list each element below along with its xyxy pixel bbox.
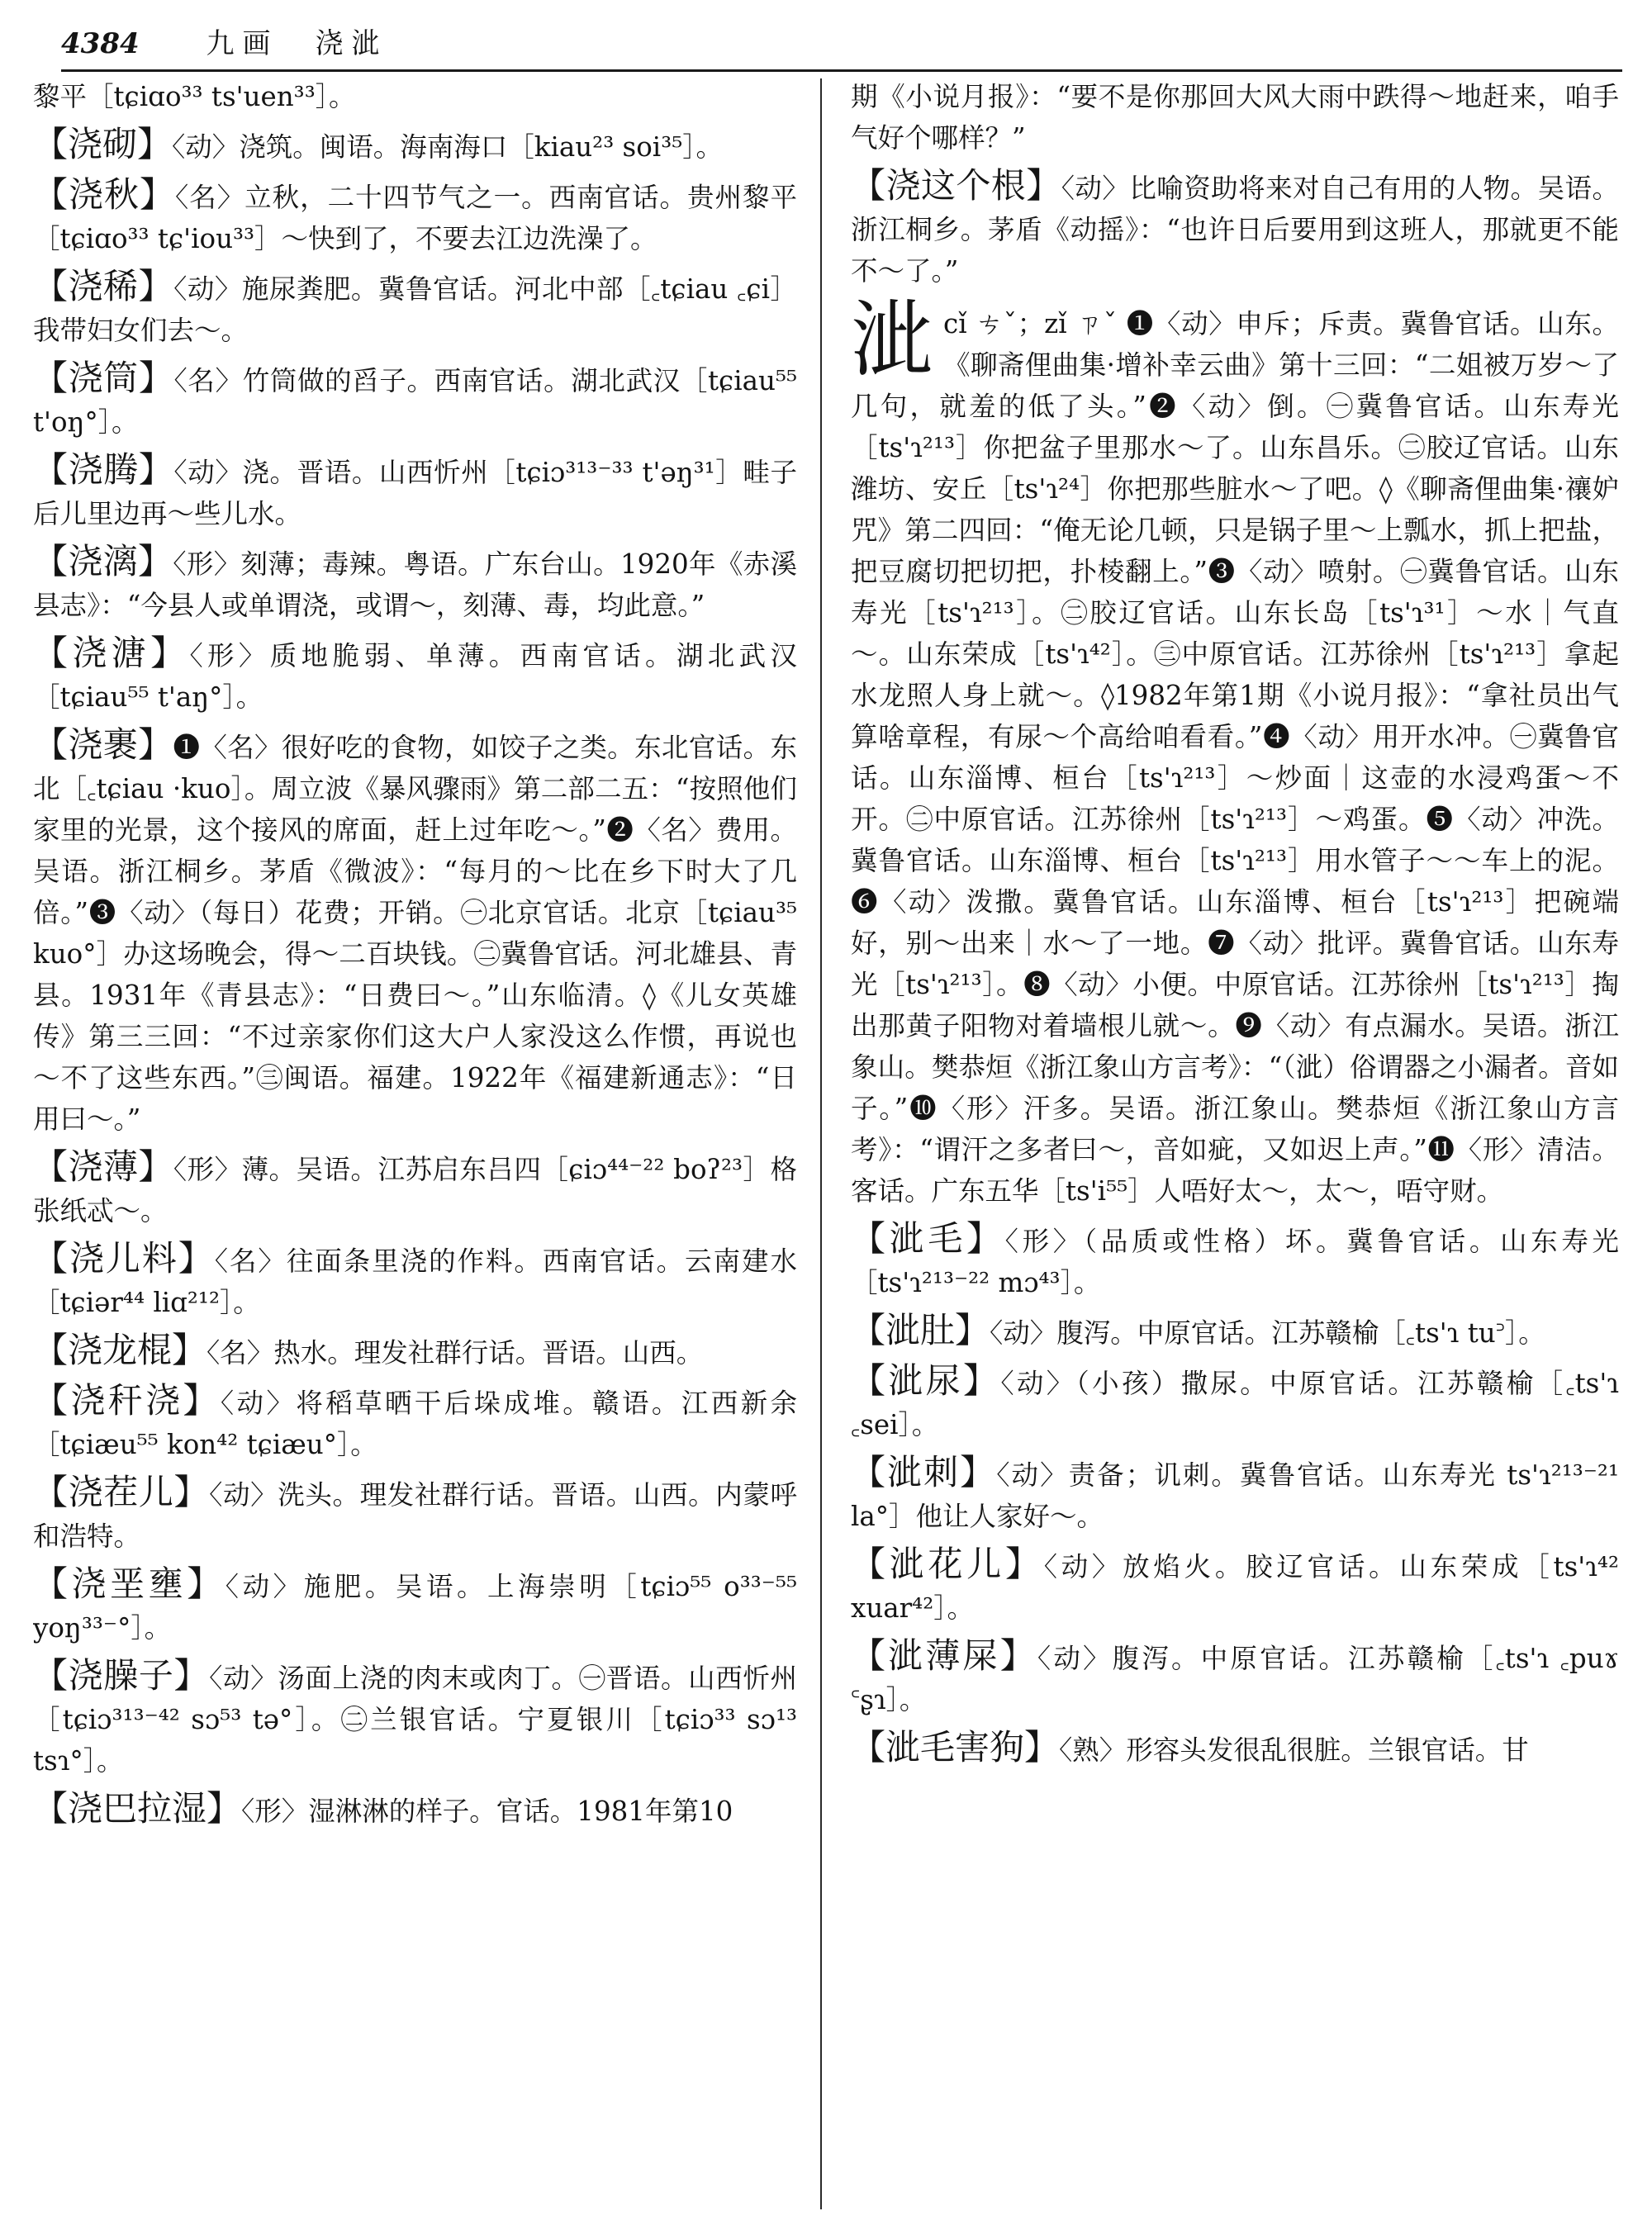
dictionary-entry (33, 1655, 797, 1782)
entry-definition: 〈动〉浇筑。闽语。海南海口［kiau²³ soi³⁵］。 (172, 131, 723, 163)
dictionary-entry (33, 541, 797, 626)
entry-definition: 〈形〉质地脆弱、单薄。西南官话。湖北武汉［tɕiau⁵⁵ t'aŋ°］。 (33, 640, 797, 713)
entry-definition: 〈动〉腹泻。中原官话。江苏赣榆［꜀ts'ɿ tu꜄］。 (990, 1317, 1545, 1349)
page-number: 4384 (61, 27, 140, 60)
entry-definition: 〈动〉浇。晋语。山西忻州［tɕiɔ³¹³⁻³³ t'əŋ³¹］畦子后儿里边再～些儿水。 (33, 457, 797, 529)
entry-definition: 〈动〉施尿粪肥。冀鲁官话。河北中部［꜀tɕiau ꜀ɕi］我带妇女们去～。 (33, 273, 797, 346)
entry-headword: 【泚毛害狗】 (851, 1727, 1060, 1767)
dictionary-entry (33, 1238, 797, 1323)
entry-headword: 【浇裹】 (33, 724, 173, 765)
entry-definition: 〈动〉将稻草晒干后垛成堆。赣语。江西新余［tɕiæu⁵⁵ kon⁴² tɕiæu°］。 (33, 1388, 797, 1460)
entry-headword: 【浇龙棍】 (33, 1330, 207, 1370)
entry-definition: 〈动〉施肥。吴语。上海崇明［tɕiɔ⁵⁵ o³³⁻⁵⁵ yoŋ³³⁻°］。 (33, 1571, 797, 1644)
entry-headword: 【浇巴拉湿】 (33, 1788, 242, 1829)
right-column (851, 76, 1619, 2215)
entry-definition: cǐ ㄘˇ；zǐ ㄗˇ ❶〈动〉申斥；斥责。冀鲁官话。山东。《聊斋俚曲集·增补幸云曲》第十三回：“二姐被万岁～了几句，就羞的低了头。”❷〈动〉倒。㊀冀鲁官话。山东寿光［ts'ɿ²¹³］你把盆子里那水～了。山东昌乐。㊁胶辽官话。山东潍坊、安丘［ts'ɿ²⁴］你把那些脏水～了吧。◊《聊斋俚曲集·禳妒咒》第二四回：“俺无论几顿，只是锅子里～上瓢水，抓上把盐，把豆腐切把切把，扑棱翻上。”❸〈动〉喷射。㊀冀鲁官话。山东寿光［ts'ɿ²¹³］。㊁胶辽官话。山东长岛［ts'ɿ³¹］～水｜气直～。山东荣成［ts'ɿ⁴²］。㊂中原官话。江苏徐州［ts'ɿ²¹³］拿起水龙照人身上就～。◊1982年第1期《小说月报》：“拿社员出气算啥章程，有尿～个高给咱看看。”❹〈动〉用开水冲。㊀冀鲁官话。山东淄博、桓台［ts'ɿ²¹³］～炒面｜这壶的水浸鸡蛋～不开。㊁中原官话。江苏徐州［ts'ɿ²¹³］～鸡蛋。❺〈动〉冲洗。冀鲁官话。山东淄博、桓台［ts'ɿ²¹³］用水管子～～车上的泥。❻〈动〉泼撒。冀鲁官话。山东淄博、桓台［ts'ɿ²¹³］把碗端好，别～出来｜水～了一地。❼〈动〉批评。冀鲁官话。山东寿光［ts'ɿ²¹³］。❽〈动〉小便。中原官话。江苏徐州［ts'ɿ²¹³］掏出那黄子阳物对着墙根儿就～。❾〈动〉有点漏水。吴语。浙江象山。樊恭烜《浙江象山方言考》：“（泚）俗谓器之小漏者。音如子。”❿〈形〉汗多。吴语。浙江象山。樊恭烜《浙江象山方言考》：“谓汗之多者曰～，音如疵，又如迟上声。”⓫〈形〉清洁。客话。广东五华［ts'i⁵⁵］人唔好太～，太～，唔守财。 (851, 308, 1619, 1207)
entry-headword: 【浇茬儿】 (33, 1472, 210, 1512)
entry-headword: 【浇稀】 (33, 266, 174, 306)
dictionary-entry (851, 1218, 1619, 1303)
entry-headword: 【浇薄】 (33, 1146, 173, 1187)
entry-definition: ❶〈名〉很好吃的食物，如饺子之类。东北官话。东北［꜀tɕiau ·kuo］。周立波《暴风骤雨》第二部二五：“按照他们家里的光景，这个接风的席面，赶上过年吃～。”❷〈名〉费用。吴语。浙江桐乡。茅盾《微波》：“每月的～比在乡下时大了几倍。”❸〈动〉（每日）花费；开销。㊀北京官话。北京［tɕiau³⁵ kuo°］办这场晚会，得～二百块钱。㊁冀鲁官话。河北雄县、青县。1931年《青县志》：“日费曰～。”山东临清。◊《儿女英雄传》第三三回：“不过亲家你们这大户人家没这么作惯，再说也～不了这些东西。”㊂闽语。福建。1922年《福建新通志》：“日用曰～。” (33, 732, 797, 1135)
entry-headword: 【浇溏】 (33, 633, 190, 673)
dictionary-entry (33, 174, 797, 259)
entry-definition: 〈动〉（小孩）撒尿。中原官话。江苏赣榆［꜀ts'ɿ ꜀sei］。 (851, 1368, 1619, 1440)
dictionary-entry (33, 1380, 797, 1465)
dictionary-entry (851, 1452, 1619, 1537)
continued-text (33, 76, 797, 117)
entry-headword: 【浇腾】 (33, 449, 174, 490)
dictionary-entry (33, 358, 797, 443)
character-entry (851, 292, 1619, 1212)
dictionary-entry (33, 124, 797, 168)
column-divider (820, 78, 822, 2209)
dictionary-entry (33, 724, 797, 1140)
entry-headword: 【浇砌】 (33, 124, 173, 164)
entry-definition: 〈名〉竹筒做的舀子。西南官话。湖北武汉［tɕiau⁵⁵ t'oŋ°］。 (33, 365, 797, 438)
entry-definition: 〈形〉湿淋淋的样子。官话。1981年第10 (241, 1796, 733, 1827)
dictionary-entry (851, 1310, 1619, 1354)
entry-headword: 【泚尿】 (851, 1360, 1001, 1401)
dictionary-entry (851, 165, 1619, 292)
entry-headword: 【浇漓】 (33, 541, 173, 581)
entry-headword: 【泚刺】 (851, 1452, 997, 1492)
entry-definition: 〈名〉热水。理发社群行话。晋语。山西。 (206, 1337, 704, 1369)
entry-headword: 【浇臊子】 (33, 1655, 210, 1696)
dictionary-entry (33, 449, 797, 534)
entry-headword: 【泚毛】 (851, 1218, 1005, 1259)
continued-text (851, 76, 1619, 159)
entry-headword: 【浇秆浇】 (33, 1380, 221, 1421)
dictionary-entry (851, 1544, 1619, 1629)
section-title: 九画 浇泚 (206, 27, 388, 60)
entry-definition: 〈形〉（品质或性格）坏。冀鲁官话。山东寿光［ts'ɿ²¹³⁻²² mɔ⁴³］。 (851, 1226, 1619, 1298)
page-header (61, 18, 1622, 72)
entry-definition: 〈形〉刻薄；毒辣。粤语。广东台山。1920年《赤溪县志》：“今县人或单谓浇，或谓～，刻薄、毒，均此意。” (33, 548, 797, 621)
dictionary-entry (33, 633, 797, 718)
dictionary-entry (851, 1360, 1619, 1445)
entry-character: 泚 (851, 292, 933, 388)
entry-headword: 【泚肚】 (851, 1310, 990, 1350)
entry-headword: 【泚花儿】 (851, 1544, 1044, 1584)
entry-definition: 黎平［tɕiɑo³³ ts'uen³³］。 (33, 81, 356, 112)
left-column (33, 76, 797, 2215)
entry-definition: 〈动〉汤面上浇的肉末或肉丁。㊀晋语。山西忻州［tɕiɔ³¹³⁻⁴² sɔ⁵³ tə°］。㊁兰银官话。宁夏银川［tɕiɔ³³ sɔ¹³ tsɿ°］。 (33, 1663, 797, 1777)
entry-definition: 〈动〉比喻资助将来对自己有用的人物。吴语。浙江桐乡。茅盾《动摇》：“也许日后要用到这班人，那就更不能不～了。” (851, 173, 1619, 287)
entry-headword: 【浇秋】 (33, 174, 175, 215)
dictionary-entry (33, 1146, 797, 1231)
entry-headword: 【浇垩壅】 (33, 1563, 225, 1604)
entry-headword: 【浇这个根】 (851, 165, 1061, 206)
dictionary-entry (33, 1788, 797, 1832)
dictionary-entry (33, 1563, 797, 1649)
entry-headword: 【泚薄屎】 (851, 1635, 1037, 1676)
entry-headword: 【浇儿料】 (33, 1238, 215, 1279)
entry-definition: 〈动〉放焰火。胶辽官话。山东荣成［ts'ɿ⁴² xuar⁴²］。 (851, 1551, 1619, 1624)
dictionary-entry (33, 1472, 797, 1557)
entry-definition: 〈形〉薄。吴语。江苏启东吕四［ɕiɔ⁴⁴⁻²² boʔ²³］格张纸忒～。 (33, 1154, 797, 1226)
entry-definition: 〈名〉立秋，二十四节气之一。西南官话。贵州黎平［tɕiɑo³³ tɕ'iou³³］～快到了，不要去江边洗澡了。 (33, 182, 797, 254)
entry-definition: 〈名〉往面条里浇的作料。西南官话。云南建水［tɕiər⁴⁴ liɑ²¹²］。 (33, 1245, 797, 1318)
entry-definition: 〈动〉腹泻。中原官话。江苏赣榆［꜀ts'ɿ ꜀puɤ ꜂ʂɿ］。 (851, 1643, 1619, 1715)
entry-definition: 〈熟〉形容头发很乱很脏。兰银官话。甘 (1059, 1734, 1529, 1766)
dictionary-entry (851, 1635, 1619, 1720)
dictionary-entry (851, 1727, 1619, 1771)
entry-definition: 〈动〉责备；讥刺。冀鲁官话。山东寿光 ts'ɿ²¹³⁻²¹ la°］他让人家好～。 (851, 1459, 1619, 1532)
dictionary-entry (33, 266, 797, 351)
entry-definition: 期《小说月报》：“要不是你那回大风大雨中跌得～地赶来，咱手气好个哪样？” (851, 81, 1619, 154)
dictionary-entry (33, 1330, 797, 1374)
entry-headword: 【浇筒】 (33, 358, 174, 398)
entry-definition: 〈动〉洗头。理发社群行话。晋语。山西。内蒙呼和浩特。 (33, 1479, 797, 1552)
